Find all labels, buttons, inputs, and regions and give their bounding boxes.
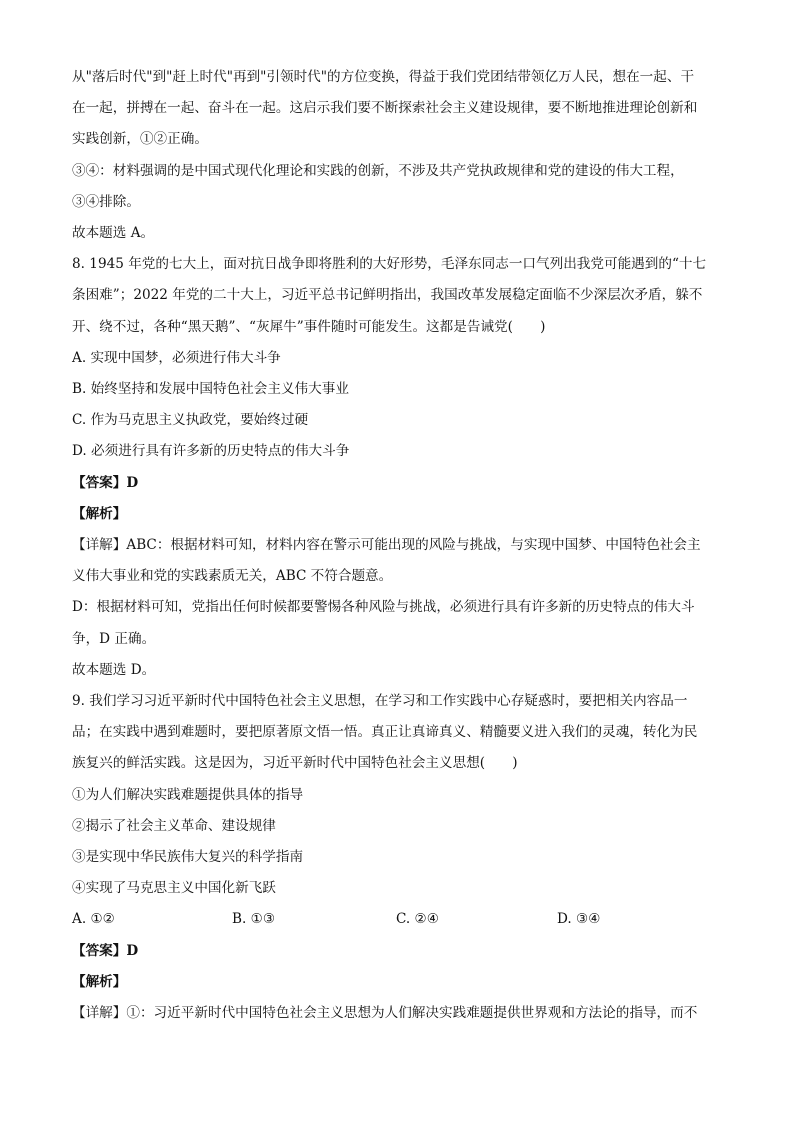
- question-9-stem: 9. 我们学习习近平新时代中国特色社会主义思想，在学习和工作实践中心存疑惑时，要把相关内容品一: [72, 693, 688, 710]
- question-9-statement: ④实现了马克思主义中国化新飞跃: [72, 880, 276, 897]
- text-line: 从"落后时代"到"赶上时代"再到"引领时代"的方位变换，得益于我们党团结带领亿万人民，想在一起、干: [72, 69, 695, 85]
- explanation-line: 争，D 正确。: [72, 630, 156, 647]
- question-8-stem: 条困难”；2022 年党的二十大上，习近平总书记鲜明指出，我国改革发展稳定面临不少深层次矛盾，躲不: [72, 287, 703, 304]
- answer-label: 【答案】D: [72, 474, 139, 491]
- text-line: ③④排除。: [72, 193, 140, 210]
- question-8-stem: 开、绕不过，各种“黑天鹅”、“灰犀牛”事件随时可能发生。这都是告诫党( ): [72, 318, 546, 335]
- text-line: ③④：材料强调的是中国式现代化理论和实践的创新，不涉及共产党执政规律和党的建设的伟大工程，: [72, 162, 684, 179]
- question-9-option-a: A. ①②: [72, 911, 115, 928]
- question-9-statement: ③是实现中华民族伟大复兴的科学指南: [72, 849, 304, 866]
- text-line: 在一起，拼搏在一起、奋斗在一起。这启示我们要不断探索社会主义建设规律，要不断地推进理论创新和: [72, 100, 698, 117]
- question-9-option-c: C. ②④: [396, 911, 439, 928]
- explanation-line: 【详解】①：习近平新时代中国特色社会主义思想为人们解决实践难题提供世界观和方法论的指导，而不: [72, 1005, 698, 1022]
- question-8-option-a: A. 实现中国梦，必须进行伟大斗争: [72, 349, 281, 366]
- text-line: 故本题选 D。: [72, 661, 156, 678]
- question-9-options: [72, 904, 722, 935]
- explanation-line: 【详解】ABC：根据材料可知，材料内容在警示可能出现的风险与挑战，与实现中国梦、中国特色社会主: [72, 537, 701, 554]
- question-8-stem: 8. 1945 年党的七大上，面对抗日战争即将胜利的大好形势，毛泽东同志一口气列出我党可能遇到的“十七: [72, 256, 707, 273]
- answer-label: 【答案】D: [72, 942, 139, 959]
- question-8-option-b: B. 始终坚持和发展中国特色社会主义伟大事业: [72, 381, 349, 398]
- document-body: [72, 62, 722, 1029]
- question-9-statement: ①为人们解决实践难题提供具体的指导: [72, 786, 304, 803]
- question-9-option-b: B. ①③: [232, 911, 276, 928]
- text-line: 实践创新，①②正确。: [72, 131, 208, 148]
- question-8-option-d: D. 必须进行具有许多新的历史特点的伟大斗争: [72, 443, 350, 460]
- question-9-stem: 族复兴的鲜活实践。这是因为，习近平新时代中国特色社会主义思想( ): [72, 755, 518, 772]
- question-9-statement: ②揭示了社会主义革命、建设规律: [72, 817, 276, 834]
- analysis-label: 【解析】: [72, 973, 127, 990]
- analysis-label: 【解析】: [72, 505, 127, 522]
- explanation-line: D：根据材料可知，党指出任何时候都要警惕各种风险与挑战，必须进行具有许多新的历史特点的伟大斗: [72, 599, 695, 616]
- explanation-line: 义伟大事业和党的实践素质无关，ABC 不符合题意。: [72, 568, 393, 585]
- question-8-option-c: C. 作为马克思主义执政党，要始终过硬: [72, 412, 309, 429]
- question-9-stem: 品；在实践中遇到难题时，要把原著原文悟一悟。真正让真谛真义、精髓要义进入我们的灵魂，转化为民: [72, 724, 698, 741]
- question-9-option-d: D. ③④: [557, 911, 601, 928]
- text-line: 故本题选 A。: [72, 225, 155, 242]
